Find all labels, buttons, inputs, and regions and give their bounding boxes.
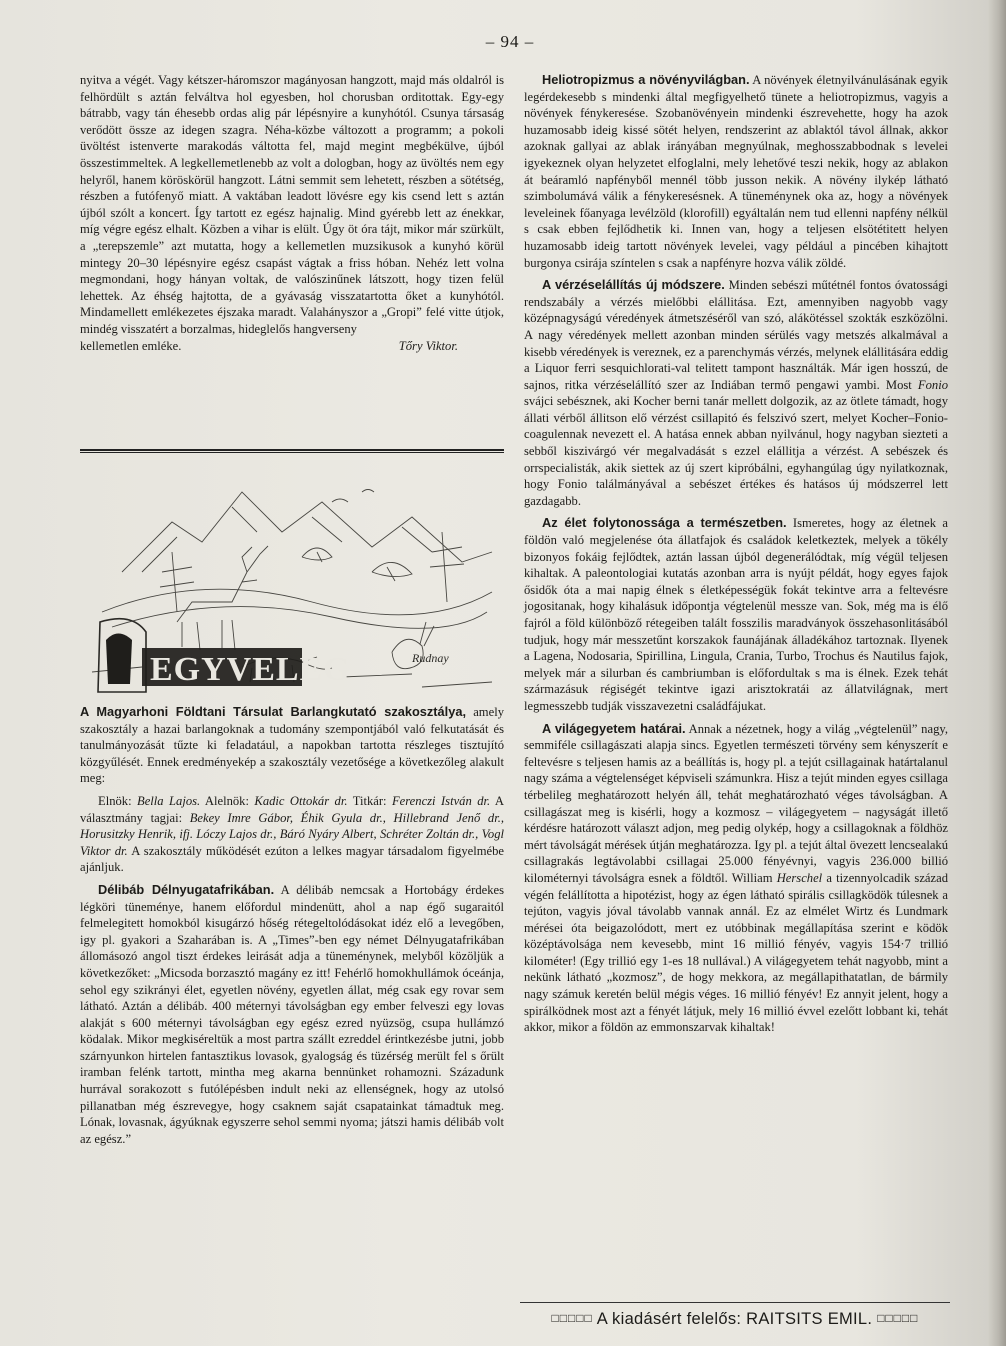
story-last-line: kellemetlen emléke.: [80, 338, 182, 353]
footer-rule-top: [520, 1302, 950, 1303]
officers-members-label: A választmány tagjai:: [80, 793, 504, 825]
story-text: nyitva a végét. Vagy kétszer-háromszor magányosan hangzott, majd más oldalról is felhördült s aztán felváltva hol egyesben, hol chorusban orditottak. Egy-egy bátrabb, vagy tán éhesebb ordas alig pár lépésnyire a kunyhótól. Csunya társaság verődött össze az idegen szagra. Néha-közbe változott a programm; a pokoli üvöltést istenverte marakodás váltotta fel, majd megint megbékülve, újból összestimmeltek. A legkellemetlenebb az volt a dologban, hogy az üvöltés nem egy helyről, hanem köröskörül hangzott. Látni semmit sem lehetett, részben a sötétség, részben a futófenyő miatt. A vaktában leadott lövésre egy kis csend lett s aztán újból szólt a koncert. Így tartott ez egész hajnalig. Mind gyérebb lett az énekkar, míg végre egész elhalt. Közben a vihar is elült. Úgy öt óra tájt, mikor már szürkült, a „terepszemle” azt mutatta, hogy a kellemetlen muzsikusok a kunyhó körül mintegy 20–30 lépésnyire egész csapást vágtak a friss hóban. Nehéz lett volna megmondani, hogy hányan voltak, de valószinűnek látszott, hogy tizen felül lehettek. Az éhség hajtotta, de a gyávaság visszatartotta őket a kunyhótól. Mindamellett emlékezetes éjszaka maradt. Valahányszor a „Gropi” felé vitte útjok, mindég visszatért a borzalmas, hideglelős hangverseny: [80, 73, 504, 336]
story-author: Tőry Viktor.: [398, 338, 458, 353]
verzes-fonio: Fonio: [917, 377, 948, 392]
verzes-heading: A vérzéselállítás új módszere.: [542, 277, 725, 293]
society-text: amely szakosztály a hazai barlangoknak a tudomány szempontjából való felkutatását és tanulmányozását tűzte ki feladatául, a napokban tartotta részleges tisztujító közgyűlését. Ennek eredményekép a szakosztály vezetősége a következőleg alakult meg:: [80, 705, 504, 786]
elet-text: Ismeretes, hogy az életnek a földön való megjelenése óta állatfajok és családok keletkeztek, melyek a tökély bizonyos fokáig fejlődtek, aztán lassan újból degenerálódtak, míg végül teljesen kihaltak. A paleontologiai kutatás azonban arra is nyújt példát, hogy egyes fajok ősidők óta a mai napig élnek s életképességük fokát tekintve arra a feltevésre jogositanak, hogy kihalásuk időpontja végtelenül messze van. Sok, még ma is élő fajról a föld különböző rétegeiben talált fosszilis maradványok összehasonlitásából tudjuk, hogy már messzetűnt korszakok faunájának álladékához tartoznak. Ilyenek a Lagena, Nodosaria, Spirillina, Lingula, Crania, Turbo, Trochus és Nautilus fajok, melyek már a silurban és cambriumban is előfordultak s ma is élnek. Ezek tehát származásuk régiségét tekintve igazi arisztokratái az állatvilágnak, mert legmesszebb tudják visszavezetni családfájukat.: [524, 516, 948, 713]
elet-heading: Az élet folytonossága a természetben.: [542, 515, 787, 531]
officers-alelnok: Kadic Ottokár dr.: [254, 793, 348, 808]
vignette-illustration: [82, 462, 504, 702]
verzes-text: Minden sebészi műtétnél fontos óvatossági rendszabály a vérzés mielőbbi elállitása. Ezt, amennyiben nagyobb vagy középnagyságú véredények átmetszéséről van szó, alákötéssel szokták eszközölni. A nagy véredények mellett azonban minden sérülés vagy metszés alkalmával a kisebb véredények is vereznek, ez a parenchymás vérzés, melynek elállitására eddig a Liquor ferri sesquichlorati-val telitett tampont használták. Már igen hosszú, de sajnos, ritka vérzéselállító szer az Indiában termő pengawi yambi. Most: [524, 278, 948, 392]
page-edge-shadow: [988, 0, 1006, 1346]
verzes-text-2: svájci sebésznek, aki Kocher berni tanár mellett dolgozik, az az ötlete támadt, hogy állati vérből állitson elő vérzést csillapitó és felszivó szert, melyet Kocher–Fonio-coagulennak nevezett el. A hatása ennek abban nyilvánul, hogy nagyban siezteti a sebből kiszivárgó vér megalvadását s ezzel elállitja a vérzést. A sebészek és orrspecialisták, akik siettek az új szert kipróbálni, egyhangúlag úgy nyilatkoznak, hogy Fonio találmányával a sebészet értékes és hatásos új módszerrel lett gazdagabb.: [524, 394, 948, 508]
page-number: – 94 –: [485, 32, 535, 51]
officers-members: Bekey Imre Gábor, Éhik Gyula dr., Hillebrand Jenő dr., Horusitzky Henrik, ifj. Lóczy Lajos dr., Báró Nyáry Albert, Schréter Zoltán dr., Vogl Viktor dr.: [80, 810, 504, 858]
footer-ornament-right: □□□□□: [877, 1311, 919, 1325]
officers-alelnok-label: Alelnök:: [200, 793, 255, 808]
helio-text: A növények életnyilvánulásának egyik legérdekesebb s mindenki által megfigyelhető tünete a heliotropizmus, vagyis a növények fénykeresése. Szobanövényein mindenki észrevehette, hogy ha azok huzamosabb ideig kissé sötét helyen, rendszerint az ablaktól távol állnak, akkor azoknak gallyai az ablak irányában megnyúlnak, meghosszabbodnak s levelei igyekeznek olyan helyzetet elfoglalni, mely lehetővé teszi nekik, hogy az ablakon át beáramló napfényből mennél több jusson nekik. A növény ilykép látható szimbolumává válik a fénykeresésnek. A tüneménynek oka az, hogy a növények leveleinek főanyaga levélzöld (klorofill) egyáltalán nem tud ellenni napfény nélkül s csak ebben fejlődhetik ki. Innen van, hogy a teljesen elsötétitett helyen huzamosabb ideig tartott növények levelei, vagy például a pincében kihajtott burgonya csirája színtelen s csak a napfényre hozva válik zöldé.: [524, 73, 948, 270]
egyveleg-vignette: [82, 462, 504, 702]
footer-ornament-left: □□□□□: [551, 1311, 593, 1325]
vilag-paragraph: [524, 721, 948, 1036]
delibab-text: A délibáb nemcsak a Hortobágy érdekes légköri tüneménye, hanem előfordul mindenütt, ahol a nap égő sugaraitól felmelegitett homokból kisugárzó hőség rétegeltolódásokat idéz elő a levegőben, igy pl. gyakori a Szaharában is. A „Times”-ben egy német Délnyugatafrikában állomásozó angol tiszt érdekes leirását adja a tüneménynek, melyből közöljük a következőket: „Micsoda borzasztó magány ez itt! Fehérlő homokhullámok óceánja, sehol egy szikrányi élet, egyetlen növény, egyetlen állat, még csak egy rovar sem látható. Aztán a délibáb. 400 méternyi távolságban egy ember felveszi egy lovas alakját s 600 méternyi távolságban egy egész ezred nyüzsög, csupa hullámzó ködalak. Mikor megkiséreltük a most partra szállt ezreddel érintkezésbe jutni, jobb szárnyunkon hirtelen fantasztikus lovasok, gyalogság és tüzérség merült fel s őrült iramban felénk tartott, mintha meg akarna bennünket rohamozni. Századunk hurrával sorakozott s futólépésben indult neki az ellenségnek, hogy az utolsó pillanatban még észrevegye, hogy csaknem saját csapatainkat támadtuk meg. Lónak, lovasnak, ágyúknak egyszerre sehol semmi nyoma; játszi hamis délibáb volt az egész.”: [80, 882, 504, 1146]
right-column: [524, 72, 948, 1036]
officers-titkar: Ferenczi István dr.: [391, 793, 491, 808]
publisher-footer: [520, 1310, 950, 1329]
officers-titkar-label: Titkár:: [347, 793, 392, 808]
story-signature-line: [80, 338, 504, 355]
vilag-herschel: Herschel: [776, 870, 823, 885]
helio-heading: Heliotropizmus a növényvilágban.: [542, 72, 750, 87]
delibab-paragraph: [80, 882, 504, 1148]
verzes-paragraph: [524, 277, 948, 509]
officers-paragraph: [80, 793, 504, 876]
officers-elnok-label: Elnök:: [98, 793, 138, 808]
elet-paragraph: [524, 515, 948, 714]
officers-closing: A szakosztály működését ezúton a lelkes magyar társadalom figyelmébe ajánljuk.: [80, 843, 504, 875]
society-heading: A Magyarhoni Földtani Társulat Barlangkutató szakosztálya,: [80, 704, 467, 719]
section-divider: [80, 449, 504, 453]
vilag-heading: A világegyetem határai.: [542, 720, 686, 736]
officers-elnok: Bella Lajos.: [137, 793, 201, 808]
vilag-text: Annak a nézetnek, hogy a világ „végtelenül” nagy, semmiféle csillagászati alapja sincs. Egyetlen természeti törvény sem kényszerít e feltevésre s teljesen hamis az a beállítás is, hogy pl. a tejút csillagainak határtalanul nagy száma a végtelenséget képviseli számunkra. Hisz a tejút minden egyes csillaga térbelileg meghatározott helyén áll, tehát meghatározható véges távolságban. A csillagászat meg is kisérli, hogy a kozmosz – világegyetem – nagyságát illető kérdésre határozott választ adjon, meg pedig olykép, hogy a csillagoknak a földhöz mért távolságát mérések útján meghatározza. Igy pl. a tejút által övezett lencsealakú csillagrakás legtávolabbi csillagai 25.000 fényévnyi, vagyis 236.000 billió kilométernyi távolságra esnek a földtől. William: [524, 721, 948, 885]
helio-paragraph: [524, 72, 948, 271]
society-paragraph: [80, 704, 504, 787]
vignette-title: EGYVELEG: [150, 651, 351, 688]
left-column-bottom: [80, 704, 504, 1147]
delibab-heading: Délibáb Délnyugatafrikában.: [98, 881, 275, 897]
vilag-text-2: a tizennyolcadik század végén felállította a hipotézist, hogy az égen látható spirális csillagködök túlesnek a tejúton, vagyis jóval távolabb vannak annál. Ez az elmélet Wirtz és Lundmark mérései óta beigazolódott, mert ez utóbbinak megállapítása szerint e ködök középtávolsága nem kevesebb, mint 16 millió fényév, vagyis 154·7 trillió kilométer! (Egy trillió egy 1-es 18 nullával.) A világegyetem tehát nagyobb, mint a nekünk látható „kozmosz”, de hogy mekkora, az megállapithatatlan, de bármily nagy számuk keretén belül mégis véges. 16 millió fényév! Ez annyit jelent, hogy a spirálködnek most azt a fényét látjuk, mely 16 millió évvel ezelőtt lobbant ki, tehát akkor, mikor a földön az emmonszarvak kihaltak!: [524, 870, 948, 1035]
vignette-signature: Rudnay: [412, 651, 449, 665]
left-column-top: [80, 72, 504, 354]
footer-text: A kiadásért felelős: RAITSITS EMIL.: [596, 1310, 873, 1328]
